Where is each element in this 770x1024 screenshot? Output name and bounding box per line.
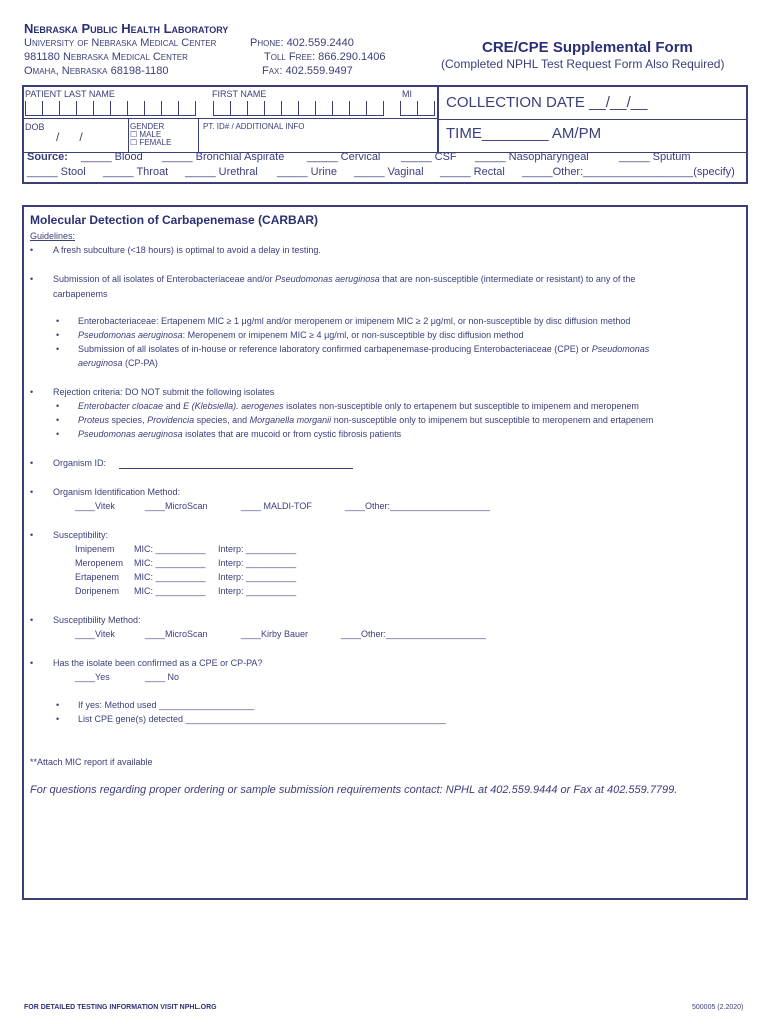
last-name-label: PATIENT LAST NAME — [25, 89, 115, 99]
form-title: CRE/CPE Supplemental Form — [482, 39, 693, 56]
first-name-input[interactable] — [213, 101, 384, 116]
source-blood[interactable]: _____ Blood — [81, 151, 143, 163]
mi-label: MI — [402, 89, 412, 99]
bullet: • — [30, 658, 34, 668]
source-urine[interactable]: _____ Urine — [277, 166, 337, 178]
sub3-line2-italic: aeruginosa — [78, 358, 123, 368]
bullet: • — [56, 714, 60, 724]
pt-id-label: PT. ID# / ADDITIONAL INFO — [203, 122, 305, 131]
sub2-italic: Pseudomonas aeruginosa — [78, 330, 183, 340]
time-field[interactable]: TIME________ AM/PM — [446, 125, 602, 142]
mic-doripenem[interactable]: MIC: __________ — [134, 586, 206, 596]
female-checkbox[interactable]: ☐ — [130, 138, 138, 147]
confirmed-yes[interactable]: ____Yes — [75, 672, 110, 682]
bullet: • — [56, 700, 60, 710]
bullet: • — [30, 245, 34, 255]
source-csf[interactable]: _____ CSF — [401, 151, 457, 163]
last-name-input[interactable] — [25, 101, 196, 116]
bullet: • — [56, 429, 60, 439]
dob-label: DOB — [25, 122, 45, 132]
mic-ertapenem[interactable]: MIC: __________ — [134, 572, 206, 582]
mic-imipenem[interactable]: MIC: __________ — [134, 544, 206, 554]
bullet: • — [30, 487, 34, 497]
source-other[interactable]: _____Other:__________________(specify) — [522, 166, 735, 178]
mic-meropenem[interactable]: MIC: __________ — [134, 558, 206, 568]
source-bronchial[interactable]: _____ Bronchial Aspirate — [162, 151, 285, 163]
attach-mic-note: **Attach MIC report if available — [30, 757, 153, 767]
criteria-enterobacteriaceae: Enterobacteriaceae: Ertapenem MIC ≥ 1 μg/ml and/or meropenem or imipenem MIC ≥ 2 μg/ml, or non-susceptible by disc diffusion method — [78, 316, 631, 326]
susceptibility-label: Susceptibility: — [53, 530, 109, 540]
interp-imipenem[interactable]: Interp: __________ — [218, 544, 297, 554]
guideline-1: A fresh subculture (<18 hours) is optimal to avoid a delay in testing. — [53, 245, 321, 255]
form-subtitle: (Completed NPHL Test Request Form Also Required) — [441, 57, 725, 71]
source-sputum[interactable]: _____ Sputum — [619, 151, 691, 163]
male-label: MALE — [139, 130, 162, 139]
bullet: • — [56, 415, 60, 425]
g2-italic: Pseudomonas aeruginosa — [275, 274, 380, 284]
guideline-2-line2: carbapenems — [53, 289, 108, 299]
fax: Fax: 402.559.9497 — [262, 65, 353, 77]
susc-method-vitek[interactable]: ____Vitek — [75, 629, 115, 639]
criteria-confirmed-line2 — [78, 358, 158, 368]
dob-divider — [128, 119, 129, 152]
list-cpe-genes[interactable]: List CPE gene(s) detected ____________________________________________________ — [78, 714, 446, 724]
rejection-label: Rejection criteria: DO NOT submit the following isolates — [53, 387, 275, 397]
r1-italic: Enterobacter cloacae — [78, 401, 164, 411]
method-vitek[interactable]: ____Vitek — [75, 501, 115, 511]
source-vaginal[interactable]: _____ Vaginal — [354, 166, 424, 178]
lab-name-text: Nebraska Public Health Laboratory — [24, 21, 229, 36]
bullet: • — [30, 274, 34, 284]
r2-b: species, and — [194, 415, 250, 425]
r1-mid: and — [163, 401, 184, 411]
g2-pre: Submission of all isolates of Enterobacteriaceae and/or — [53, 274, 276, 284]
r2-italic: Proteus — [78, 415, 110, 425]
bullet: • — [30, 458, 34, 468]
r2-italic2: Providencia — [147, 415, 195, 425]
footer-form-number: 500005 (2.2020) — [692, 1004, 744, 1011]
r2-a: species, — [109, 415, 148, 425]
source-urethral[interactable]: _____ Urethral — [185, 166, 258, 178]
susc-method-other[interactable]: ____Other:____________________ — [341, 629, 487, 639]
r3-rest: isolates that are mucoid or from cystic fibrosis patients — [182, 429, 402, 439]
r1-italic2: E (Klebsiella). aerogenes — [183, 401, 284, 411]
patient-row-divider — [22, 118, 439, 119]
organism-id-label: Organism ID: — [53, 458, 107, 468]
sub2-rest: : Meropenem or imipenem MIC ≥ 4 μg/ml, or non-susceptible by disc diffusion method — [182, 330, 524, 340]
if-yes-method[interactable]: If yes: Method used ___________________ — [78, 700, 255, 710]
source-nasopharyngeal[interactable]: _____ Nasopharyngeal — [475, 151, 589, 163]
rejection-1 — [78, 401, 639, 411]
interp-meropenem[interactable]: Interp: __________ — [218, 558, 297, 568]
method-microscan[interactable]: ____MicroScan — [145, 501, 208, 511]
bullet: • — [30, 530, 34, 540]
id-method-label: Organism Identification Method: — [53, 487, 181, 497]
susc-method-microscan[interactable]: ____MicroScan — [145, 629, 208, 639]
bullet: • — [56, 401, 60, 411]
drug-imipenem: Imipenem — [75, 544, 115, 554]
r3-italic: Pseudomonas aeruginosa — [78, 429, 183, 439]
drug-doripenem: Doripenem — [75, 586, 120, 596]
interp-doripenem[interactable]: Interp: __________ — [218, 586, 297, 596]
r2-italic3: Morganella morganii — [249, 415, 332, 425]
confirmed-no[interactable]: ____ No — [145, 672, 180, 682]
r1-rest: isolates non-susceptible only to ertapenem but susceptible to imipenem and meropenem — [283, 401, 639, 411]
source-throat[interactable]: _____ Throat — [103, 166, 169, 178]
rejection-3 — [78, 429, 401, 439]
address-line-2: 981180 Nebraska Medical Center — [24, 51, 188, 63]
guideline-2 — [53, 274, 635, 284]
footer-website: FOR DETAILED TESTING INFORMATION VISIT NPHL.ORG — [24, 1004, 217, 1011]
source-label: Source: — [27, 151, 68, 163]
susc-method-label: Susceptibility Method: — [53, 615, 141, 625]
bullet: • — [30, 387, 34, 397]
gender-female-option[interactable] — [130, 138, 171, 147]
phone: Phone: 402.559.2440 — [250, 37, 354, 49]
first-name-label: FIRST NAME — [212, 89, 267, 99]
organism-id-input[interactable] — [119, 468, 353, 469]
g2-post: that are non-susceptible (intermediate or resistant) to any of the — [379, 274, 636, 284]
collection-date-field[interactable]: COLLECTION DATE __/__/__ — [446, 94, 648, 111]
interp-ertapenem[interactable]: Interp: __________ — [218, 572, 297, 582]
gender-label: GENDER — [130, 122, 165, 131]
method-other[interactable]: ____Other:____________________ — [345, 501, 491, 511]
rejection-2 — [78, 415, 653, 425]
contact-note: For questions regarding proper ordering or sample submission requirements contact: NPHL at 402.559.9444 or Fax at 402.559.7799. — [30, 784, 678, 796]
bullet: • — [56, 330, 60, 340]
r2-rest: non-susceptible only to imipenem but susceptible to meropenem and ertapenem — [331, 415, 654, 425]
bullet: • — [56, 316, 60, 326]
source-rectal[interactable]: _____ Rectal — [440, 166, 505, 178]
dob-input[interactable]: / / — [56, 130, 83, 144]
date-time-divider — [439, 119, 748, 120]
mi-input[interactable] — [400, 101, 435, 116]
susc-method-kirby-bauer[interactable]: ____Kirby Bauer — [241, 629, 309, 639]
address-line-3: Omaha, Nebraska 68198-1180 — [24, 65, 169, 77]
method-maldi-tof[interactable]: ____ MALDI-TOF — [241, 501, 312, 511]
drug-ertapenem: Ertapenem — [75, 572, 120, 582]
lab-name — [24, 21, 228, 36]
criteria-confirmed-isolates — [78, 344, 649, 354]
gender-divider — [198, 119, 199, 152]
sub3-pre: Submission of all isolates of in-house or reference laboratory confirmed carbapenemase-producing Enterobacteriaceae (CPE) or — [78, 344, 592, 354]
confirmed-question: Has the isolate been confirmed as a CPE or CP-PA? — [53, 658, 263, 668]
source-stool[interactable]: _____ Stool — [27, 166, 86, 178]
toll-free: Toll Free: 866.290.1406 — [264, 51, 386, 63]
female-label: FEMALE — [139, 138, 172, 147]
criteria-pseudomonas — [78, 330, 524, 340]
bullet: • — [56, 344, 60, 354]
sub3-italic: Pseudomonas — [591, 344, 650, 354]
male-checkbox[interactable]: ☐ — [130, 130, 138, 139]
bullet: • — [30, 615, 34, 625]
source-cervical[interactable]: _____ Cervical — [307, 151, 381, 163]
address-line-1: University of Nebraska Medical Center — [24, 37, 217, 49]
guidelines-label: Guidelines: — [30, 231, 76, 241]
carbar-title: Molecular Detection of Carbapenemase (CARBAR) — [30, 213, 319, 227]
sub3-line2-rest: (CP-PA) — [122, 358, 158, 368]
drug-meropenem: Meropenem — [75, 558, 124, 568]
